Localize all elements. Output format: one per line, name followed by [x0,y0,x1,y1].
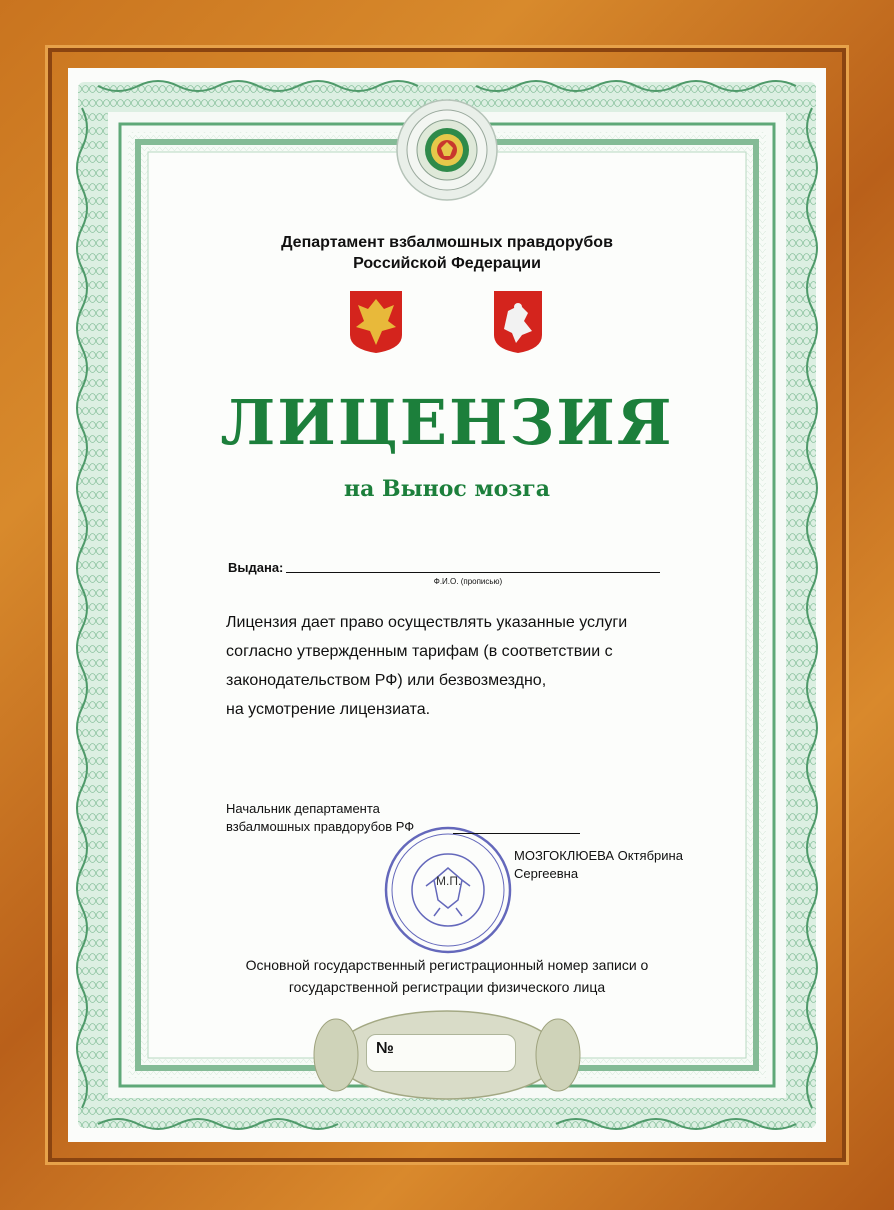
department-line-2: Российской Федерации [353,255,541,272]
coat-of-arms-moscow [494,291,542,353]
signer-line-1: МОЗГОКЛЮЕВА Октябрина [514,848,683,863]
registration-text [68,954,826,998]
body-line-2: согласно утвержденным тарифам (в соответствии с [226,643,613,660]
number-sign: № [376,1040,394,1057]
issued-label: Выдана: [228,560,284,575]
department-line-1: Департамент взбалмошных правдорубов [281,234,613,251]
signer-line-2: Сергеевна [514,866,579,881]
issued-name-line [286,572,660,573]
signer-name [514,847,714,883]
license-subtitle: на Вынос мозга [343,476,551,502]
department-title [68,232,826,274]
certificate-paper [68,68,826,1142]
body-line-4: на усмотрение лицензиата. [226,701,431,718]
chief-title [226,800,414,836]
body-line-1: Лицензия дает право осуществлять указанные услуги [226,614,628,631]
registration-line-2: государственной регистрации физического лица [288,979,606,995]
issued-hint: Ф.И.О. (прописью) [433,577,503,586]
license-title: ЛИЦЕНЗИЯ [220,386,674,459]
license-body [226,608,686,724]
coat-of-arms-russia [350,291,402,353]
registration-line-1: Основной государственный регистрационный номер записи о [245,957,649,973]
body-line-3: законодательством РФ) или безвозмездно, [226,672,547,689]
chief-line-1: Начальник департамента [226,801,380,816]
top-rosette-emblem [397,100,497,200]
signature-line [453,833,580,834]
stamp-place-label: М.П. [436,874,462,888]
chief-line-2: взбалмошных правдорубов РФ [226,819,415,834]
